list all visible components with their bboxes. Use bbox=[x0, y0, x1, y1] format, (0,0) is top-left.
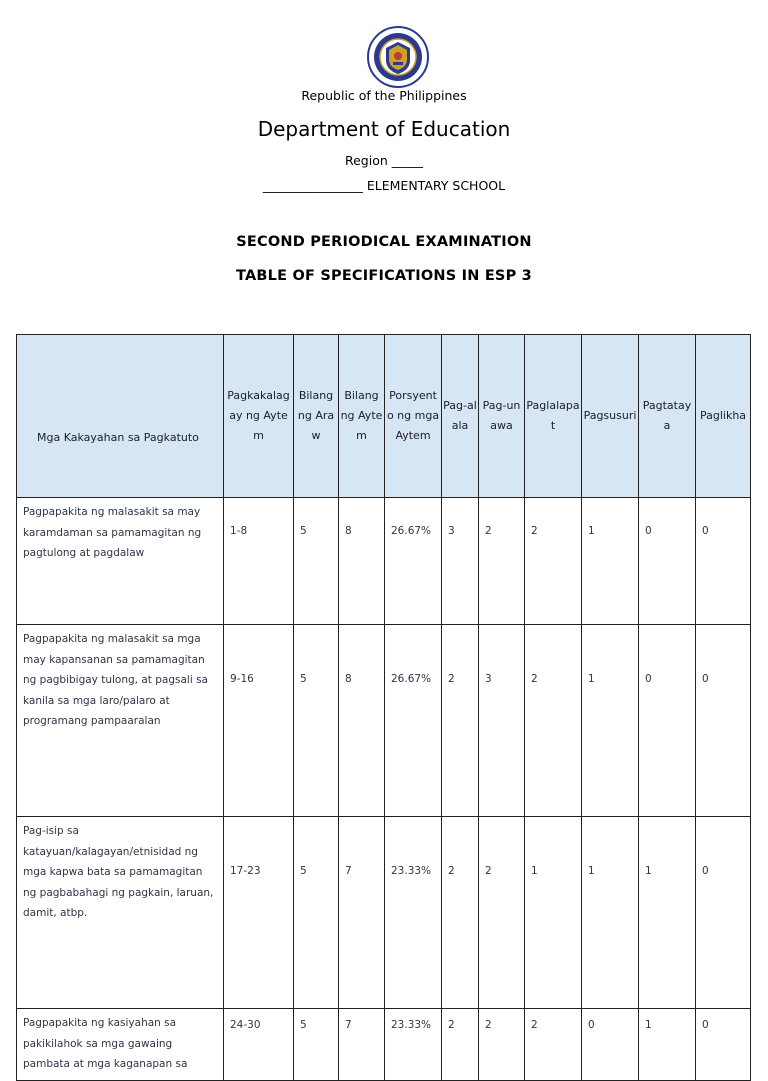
percent-cell: 23.33% bbox=[385, 817, 442, 1009]
specifications-table bbox=[16, 334, 751, 1081]
analyzing-cell: 1 bbox=[582, 498, 639, 625]
applying-cell: 2 bbox=[525, 1009, 582, 1081]
header-competency: Mga Kakayahan sa Pagkatuto bbox=[17, 335, 224, 498]
remembering-cell: 3 bbox=[442, 498, 479, 625]
table-row bbox=[17, 817, 751, 1009]
understanding-cell: 3 bbox=[479, 625, 525, 817]
header-analyzing: Pagsusuri bbox=[582, 335, 639, 498]
table-header-row bbox=[17, 335, 751, 498]
region-line: Region _____ bbox=[344, 153, 423, 168]
creating-cell: 0 bbox=[696, 817, 751, 1009]
creating-cell: 0 bbox=[696, 1009, 751, 1081]
remembering-cell: 2 bbox=[442, 625, 479, 817]
exam-title: SECOND PERIODICAL EXAMINATION bbox=[236, 234, 532, 250]
understanding-cell: 2 bbox=[479, 498, 525, 625]
header-days: Bilang ng Araw bbox=[294, 335, 339, 498]
placement-cell: 9-16 bbox=[224, 625, 294, 817]
analyzing-cell: 1 bbox=[582, 817, 639, 1009]
items-cell: 7 bbox=[339, 817, 385, 1009]
creating-cell: 0 bbox=[696, 498, 751, 625]
header-percent: Porsyento ng mga Aytem bbox=[385, 335, 442, 498]
header-placement: Pagkakalagay ng Aytem bbox=[224, 335, 294, 498]
republic-line: Republic of the Philippines bbox=[301, 88, 467, 103]
understanding-cell: 2 bbox=[479, 817, 525, 1009]
analyzing-cell: 1 bbox=[582, 625, 639, 817]
items-cell: 8 bbox=[339, 625, 385, 817]
percent-cell: 23.33% bbox=[385, 1009, 442, 1081]
percent-cell: 26.67% bbox=[385, 498, 442, 625]
evaluating-cell: 1 bbox=[639, 817, 696, 1009]
placement-cell: 1-8 bbox=[224, 498, 294, 625]
competency-cell: Pag-isip sa katayuan/kalagayan/etnisidad ng mga kapwa bata sa pamamagitan ng pagbabahagi ng pagkain, laruan, damit, atbp. bbox=[17, 817, 224, 1009]
creating-cell: 0 bbox=[696, 625, 751, 817]
evaluating-cell: 1 bbox=[639, 1009, 696, 1081]
applying-cell: 2 bbox=[525, 625, 582, 817]
header-creating: Paglikha bbox=[696, 335, 751, 498]
evaluating-cell: 0 bbox=[639, 498, 696, 625]
placement-cell: 17-23 bbox=[224, 817, 294, 1009]
header-understanding: Pag-unawa bbox=[479, 335, 525, 498]
header-items: Bilang ng Aytem bbox=[339, 335, 385, 498]
applying-cell: 1 bbox=[525, 817, 582, 1009]
days-cell: 5 bbox=[294, 498, 339, 625]
table-row bbox=[17, 498, 751, 625]
competency-cell: Pagpapakita ng malasakit sa mga may kapansanan sa pamamagitan ng pagbibigay tulong, at pagsali sa kanila sa mga laro/palaro at programang pampaaralan bbox=[17, 625, 224, 817]
remembering-cell: 2 bbox=[442, 817, 479, 1009]
items-cell: 8 bbox=[339, 498, 385, 625]
school-line: ________________ ELEMENTARY SCHOOL bbox=[262, 178, 506, 193]
placement-cell: 24-30 bbox=[224, 1009, 294, 1081]
header-remembering: Pag-alala bbox=[442, 335, 479, 498]
analyzing-cell: 0 bbox=[582, 1009, 639, 1081]
table-row bbox=[17, 1009, 751, 1081]
days-cell: 5 bbox=[294, 817, 339, 1009]
percent-cell: 26.67% bbox=[385, 625, 442, 817]
table-row bbox=[17, 625, 751, 817]
days-cell: 5 bbox=[294, 625, 339, 817]
competency-cell: Pagpapakita ng malasakit sa may karamdaman sa pamamagitan ng pagtulong at pagdalaw bbox=[17, 498, 224, 625]
items-cell: 7 bbox=[339, 1009, 385, 1081]
header-evaluating: Pagtataya bbox=[639, 335, 696, 498]
days-cell: 5 bbox=[294, 1009, 339, 1081]
remembering-cell: 2 bbox=[442, 1009, 479, 1081]
applying-cell: 2 bbox=[525, 498, 582, 625]
tos-title: TABLE OF SPECIFICATIONS IN ESP 3 bbox=[236, 268, 532, 284]
deped-seal-icon bbox=[363, 26, 433, 88]
evaluating-cell: 0 bbox=[639, 625, 696, 817]
competency-cell: Pagpapakita ng kasiyahan sa pakikilahok sa mga gawaing pambata at mga kaganapan sa bbox=[17, 1009, 224, 1081]
understanding-cell: 2 bbox=[479, 1009, 525, 1081]
department-title: Department of Education bbox=[257, 117, 511, 141]
header-applying: Paglalapat bbox=[525, 335, 582, 498]
